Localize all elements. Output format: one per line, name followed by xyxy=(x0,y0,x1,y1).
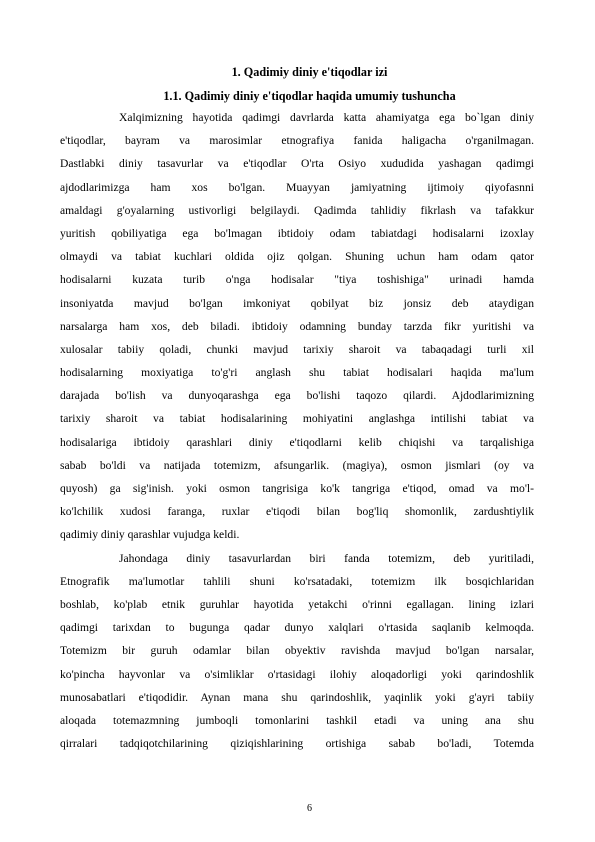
text-line: hodisalarning moxiyatiga to'g'ri anglash shu tabiat hodisalari haqida ma'lum xyxy=(60,366,534,380)
text-line: olmaydi va tabiat kuchlari oldida ojiz qolgan. Shuning uchun ham odam qator xyxy=(60,250,534,264)
text-line: ko'pincha hayvonlar va o'simliklar o'rtasidagi ilohiy aloqadorligi yoki qarindoshlik xyxy=(60,667,534,681)
text-line: munosabatlari e'tiqodidir. Aynan mana shu qarindoshlik, yaqinlik yoki g'ayri tabiiy xyxy=(60,690,534,704)
text-line: narsalarga ham xos, deb biladi. ibtidoiy odamning bunday tarzda fikr yuritishi va xyxy=(60,319,534,333)
text-line: amaldagi g'oyalarning ustivorligi belgilaydi. Qadimda tahlidiy fikrlash va tafakkur xyxy=(60,203,534,217)
chapter-heading: 1. Qadimiy diniy e'tiqodlar izi xyxy=(231,65,388,79)
text-line: e'tiqodlar, bayram va marosimlar etnografiya fanida haligacha o'rganilmagan. xyxy=(60,134,534,148)
text-line: ajdodlarimizga ham xos bo'lgan. Muayyan jamiyatning ijtimoiy qiyofasnni xyxy=(60,180,534,194)
text-line: quyosh) ga sig'inish. yoki osmon tangrisiga ko'k tangriga e'tiqod, omad va mo'l- xyxy=(60,482,534,495)
text-line: hodisalariga ibtidoiy qarashlari diniy e'tiqodlarni kelib chiqishi va tarqalishiga xyxy=(60,435,534,449)
page-number: 6 xyxy=(307,803,312,814)
text-line: tarixiy sharoit va tabiat hodisalarining mohiyatini anglashga intilishi tabiat va xyxy=(60,412,534,426)
text-line: Etnografik ma'lumotlar tahlili shuni ko'rsatadaki, totemizm ilk bosqichlaridan xyxy=(60,574,534,588)
text-line: Jahondaga diniy tasavurlardan biri fanda totemizm, deb yuritiladi, xyxy=(119,551,534,565)
body-text xyxy=(60,106,534,755)
text-line: yuritish qobiliyatiga ega bo'lmagan ibtidoiy odam tabiatdagi hodisalarni izoxlay xyxy=(60,226,534,240)
text-line: xulosalar tabiiy qoladi, chunki mavjud tarixiy sharoit va tabaqadagi turli xil xyxy=(60,342,534,356)
section-heading: 1.1. Qadimiy diniy e'tiqodlar haqida umumiy tushuncha xyxy=(163,89,456,103)
text-line: Xalqimizning hayotida qadimgi davrlarda katta ahamiyatga ega bo`lgan diniy xyxy=(119,111,534,124)
text-line: boshlab, ko'plab etnik guruhlar hayotida yetakchi o'rinni egallagan. lining izlari xyxy=(60,597,534,611)
text-line: hodisalarni kuzata turib o'nga hodisalar "tiya toshishiga" urinadi hamda xyxy=(60,273,534,287)
text-line: Dastlabki diniy tasavurlar va e'tiqodlar O'rta Osiyo xududida yashagan qadimgi xyxy=(60,157,534,171)
text-line: qadimgi tarixdan to bugunga qadar dunyo xalqlari o'rtasida saqlanib kelmoqda. xyxy=(60,621,534,635)
text-line: ko'lchilik xudosi faranga, ruxlar e'tiqodi bilan bog'liq shomonlik, zardushtiylik xyxy=(60,505,534,519)
text-line: Totemizm bir guruh odamlar bilan obyektiv ravishda mavjud bo'lgan narsalar, xyxy=(60,644,534,658)
text-line: qadimiy diniy qarashlar vujudga keldi. xyxy=(60,528,240,542)
text-line: sabab bo'ldi va natijada totemizm, afsungarlik. (magiya), osmon jismlari (oy va xyxy=(60,458,534,472)
text-line: qirralari tadqiqotchilarining qiziqishlarining ortishiga sabab bo'ladi, Totemda xyxy=(60,737,534,751)
text-line: darajada bo'lish va dunyoqarashga ega bo'lishi taqozo qilardi. Ajdodlarimizning xyxy=(60,389,534,403)
text-line: insoniyatda mavjud bo'lgan imkoniyat qobilyat biz jonsiz deb ataydigan xyxy=(60,296,534,310)
text-line: aloqada totemazmning jumboqli tomonlarini tashkil etadi va uning ana shu xyxy=(60,713,534,727)
